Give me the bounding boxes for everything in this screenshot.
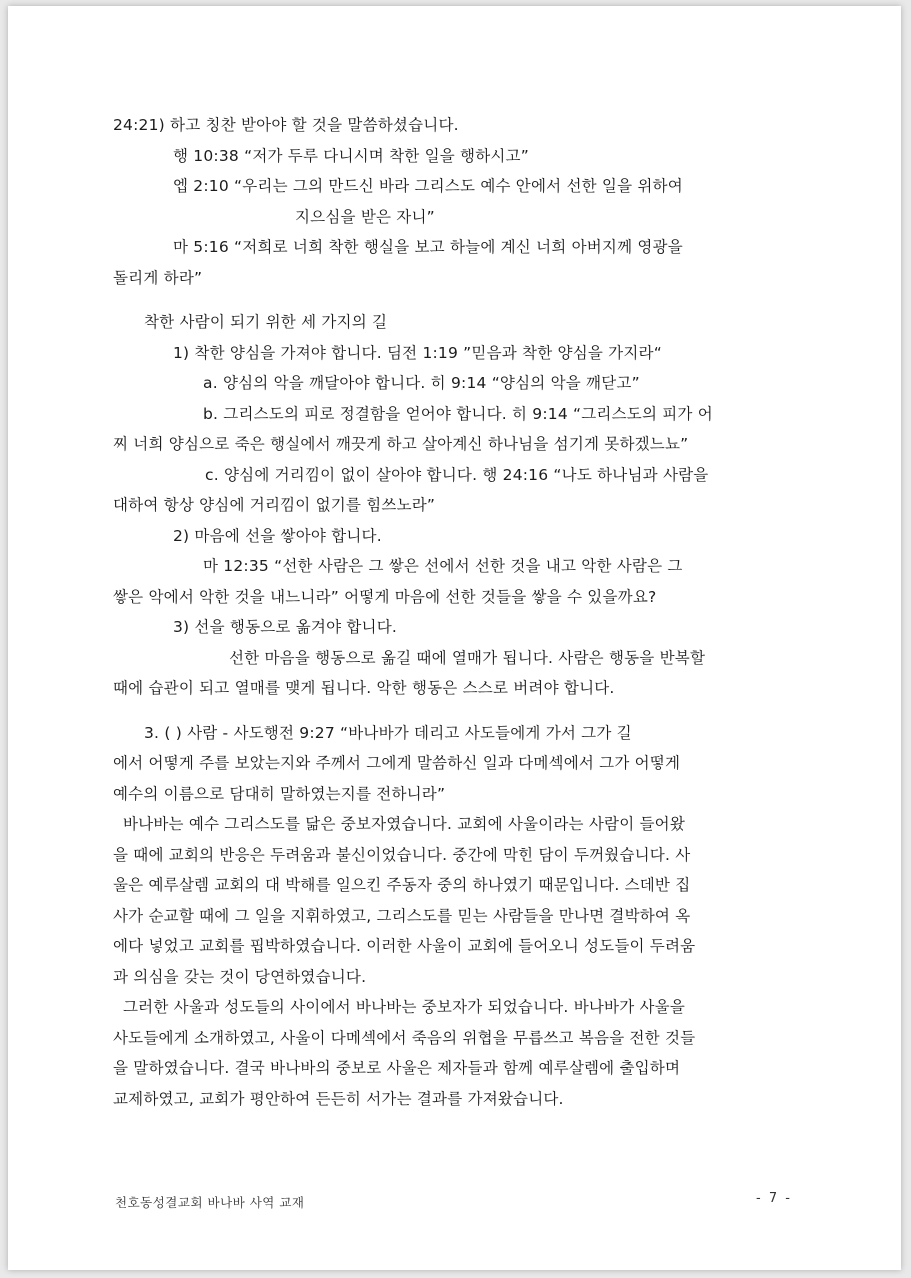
list-item: 2) 마음에 선을 쌓아야 합니다.: [173, 526, 382, 545]
verse-line: 엡 2:10 “우리는 그의 만드신 바라 그리스도 예수 안에서 선한 일을 위하여: [173, 177, 683, 195]
document-page: [8, 6, 901, 1270]
text-line-continued: 쌓은 악에서 악한 것을 내느니라” 어떻게 마음에 선한 것들을 쌓을 수 있을까요?: [113, 587, 657, 606]
paragraph-line: 에다 넣었고 교회를 핍박하였습니다. 이러한 사울이 교회에 들어오니 성도들이 두려움: [113, 937, 696, 955]
paragraph-line: 바나바는 예수 그리스도를 닮은 중보자였습니다. 교회에 사울이라는 사람이 들어왔: [123, 815, 686, 833]
verse-line-continued: 돌리게 하라”: [113, 268, 203, 287]
paragraph-line: 예수의 이름으로 담대히 말하였는지를 전하니라”: [113, 784, 446, 803]
verse-line-continued: 지으심을 받은 자니”: [295, 207, 435, 226]
paragraph-line: 선한 마음을 행동으로 옮길 때에 열매가 됩니다. 사람은 행동을 반복할: [229, 648, 706, 667]
paragraph-line: 때에 습관이 되고 열매를 맺게 됩니다. 악한 행동은 스스로 버려야 합니다.: [113, 679, 615, 697]
paragraph-line: 사가 순교할 때에 그 일을 지휘하였고, 그리스도를 믿는 사람들을 만나면 결박하여 옥: [113, 906, 691, 925]
paragraph-line: 사도들에게 소개하였고, 사울이 다메섹에서 죽음의 위협을 무릅쓰고 복음을 전한 것들: [113, 1028, 696, 1047]
sub-list-item: c. 양심에 거리낌이 없이 살아야 합니다. 행 24:16 “나도 하나님과 사람을: [205, 465, 709, 484]
text-line-continued: 대하여 항상 양심에 거리낌이 없기를 힘쓰노라”: [113, 496, 436, 514]
section-heading: 3. ( ) 사람 - 사도행전 9:27 “바나바가 데리고 사도들에게 가서 그가 길: [144, 723, 632, 742]
text-line: 24:21) 하고 칭찬 받아야 할 것을 말씀하셨습니다.: [113, 116, 459, 134]
paragraph-line: 울은 예루살렘 교회의 대 박해를 일으킨 주동자 중의 하나였기 때문입니다. 스데반 집: [113, 876, 691, 894]
section-heading: 착한 사람이 되기 위한 세 가지의 길: [144, 313, 388, 331]
footer-title: 천호동성결교회 바나바 사역 교재: [115, 1195, 305, 1210]
verse-line: 마 5:16 “저희로 너희 착한 행실을 보고 하늘에 계신 너희 아버지께 영광을: [173, 238, 683, 256]
sub-list-item: b. 그리스도의 피로 정결함을 얻어야 합니다. 히 9:14 “그리스도의 피가 어: [203, 404, 713, 423]
list-item: 3) 선을 행동으로 옮겨야 합니다.: [173, 618, 398, 636]
sub-list-item: a. 양심의 악을 깨달아야 합니다. 히 9:14 “양심의 악을 깨닫고”: [203, 374, 640, 392]
paragraph-line: 과 의심을 갖는 것이 당연하였습니다.: [113, 967, 367, 986]
paragraph-line: 을 때에 교회의 반응은 두려움과 불신이었습니다. 중간에 막힌 담이 두꺼웠습니다. 사: [113, 845, 691, 864]
paragraph-line: 을 말하였습니다. 결국 바나바의 중보로 사울은 제자들과 함께 예루살렘에 출입하며: [113, 1059, 681, 1077]
text-line-continued: 찌 너희 양심으로 죽은 행실에서 깨끗게 하고 살아계신 하나님을 섬기게 못하겠느뇨”: [113, 435, 689, 453]
body-text: [113, 110, 803, 1114]
list-item: 1) 착한 양심을 가져야 합니다. 딤전 1:19 ”믿음과 착한 양심을 가지라“: [173, 343, 662, 362]
paragraph-line: 에서 어떻게 주를 보았는지와 주께서 그에게 말씀하신 일과 다메섹에서 그가 어떻게: [113, 754, 681, 772]
verse-line: 행 10:38 “저가 두루 다니시며 착한 일을 행하시고”: [173, 146, 529, 165]
page-number: - 7 -: [756, 1191, 792, 1206]
verse-line: 마 12:35 “선한 사람은 그 쌓은 선에서 선한 것을 내고 악한 사람은 그: [203, 557, 683, 575]
paragraph-line: 그러한 사울과 성도들의 사이에서 바나바는 중보자가 되었습니다. 바나바가 사울을: [123, 998, 686, 1016]
paragraph-line: 교제하였고, 교회가 평안하여 든든히 서가는 결과를 가져왔습니다.: [113, 1089, 564, 1108]
